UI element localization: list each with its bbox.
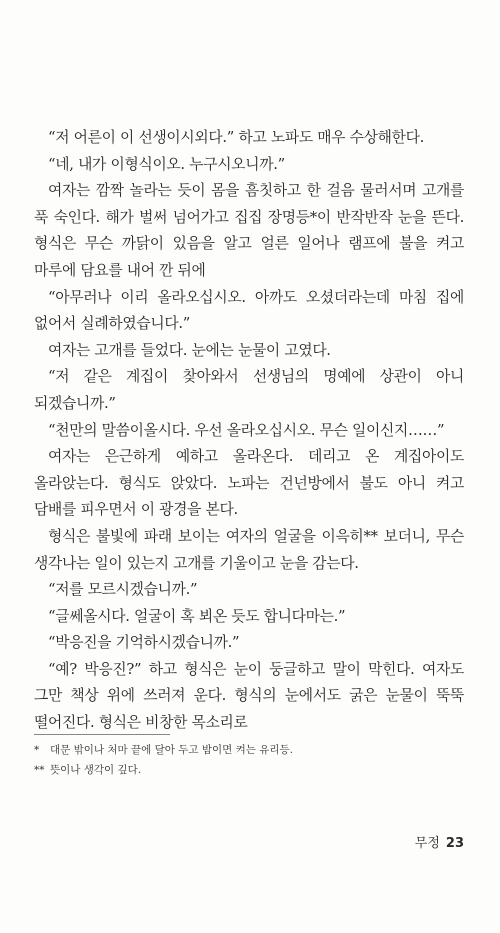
footnote-mark: * [34,744,40,756]
paragraph: “글쎄올시다. 얼굴이 혹 뵈온 듯도 합니다마는.” [48,607,346,625]
paragraph: “저 어른이 이 선생이시외다.” 하고 노파도 매우 수상해한다. [48,129,425,146]
body-text [34,125,464,737]
footnotes [34,740,464,780]
footnote [34,760,464,780]
paragraph: 형식은 불빛에 파래 보이는 여자의 얼굴을 이윽히** 보더니, 무슨 생각나는 일이 있는지 고개를 기울이고 눈을 감는다. [34,527,464,572]
running-title: 무정 [414,836,440,851]
paragraph: “저를 모르시겠습니까.” [48,581,198,599]
footnote-text: 뜻이나 생각이 깊다. [50,764,142,776]
paragraph: “박응진을 기억하시겠습니까.” [48,634,240,652]
page-number: 23 [445,836,464,851]
paragraph: 여자는 고개를 들었다. 눈에는 눈물이 고였다. [48,341,331,359]
paragraph: “아무러나 이리 올라오십시오. 아까도 오셨더라는데 마침 집에 없어서 실례하였습니다.” [34,288,464,333]
footnote [34,740,464,760]
page-footer [415,832,464,851]
paragraph: 여자는 깜짝 놀라는 듯이 몸을 흠칫하고 한 걸음 물러서며 고개를 푹 숙인다. 해가 벌써 넘어가고 집집 장명등*이 반작반작 눈을 뜬다. 형식은 무슨 까닭이 있음을 알고 얼른 일어나 램프에 불을 켜고 마루에 담요를 내어 깐 뒤에 [34,182,464,279]
footnote-divider [34,734,170,735]
paragraph: 여자는 은근하게 예하고 올라온다. 데리고 온 계집아이도 올라앉는다. 형식도 앉았다. 노파는 건넌방에서 불도 아니 켜고 담배를 피우면서 이 광경을 본다. [34,448,464,519]
footnote-mark: ** [34,764,45,776]
paragraph: “예? 박응진?” 하고 형식은 눈이 둥글하고 말이 막힌다. 여자도 그만 책상 위에 쓰러져 운다. 형식의 눈에서도 굵은 눈물이 뚝뚝 떨어진다. 형식은 비창한 목소리로 [34,660,464,732]
paragraph: “저 같은 계집이 찾아와서 선생님의 명예에 상관이 아니 되겠습니까.” [34,368,464,412]
paragraph: “천만의 말씀이올시다. 우선 올라오십시오. 무슨 일이신지……” [48,421,445,439]
footnote-text: 대문 밖이나 처마 끝에 달아 두고 밤이면 켜는 유리등. [50,744,294,756]
paragraph: “네, 내가 이형식이오. 누구시오니까.” [48,155,285,173]
